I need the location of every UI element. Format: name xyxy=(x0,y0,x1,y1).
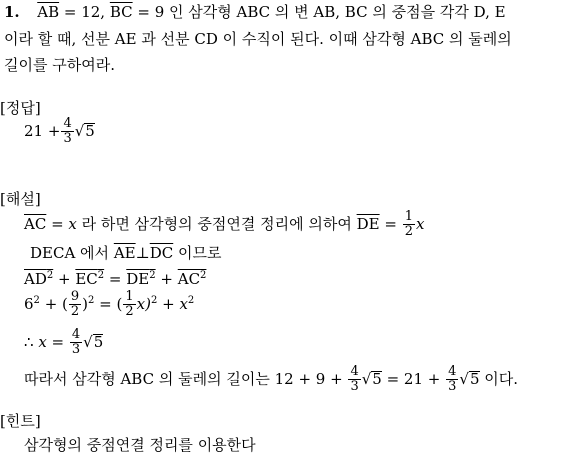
plus: + xyxy=(157,294,180,313)
problem-text: = 12, xyxy=(59,3,110,21)
solution-text: 라 하면 삼각형의 중점연결 정리에 의하여 xyxy=(76,214,357,233)
var-x-paren: x) xyxy=(136,294,151,313)
fraction-numerator: 4 xyxy=(350,364,359,379)
fraction-denominator: 3 xyxy=(448,378,457,394)
var-x: x xyxy=(179,294,188,313)
segment-ac-sq xyxy=(178,270,207,288)
problem-number: 1. xyxy=(4,3,20,21)
equals: = xyxy=(46,332,69,351)
segment-ac: $\overline{AC}$ xyxy=(24,214,47,233)
plus: + xyxy=(53,270,76,288)
sqrt-value: 5 xyxy=(469,370,480,389)
exponent: 2 xyxy=(88,294,95,306)
fraction-numerator: 4 xyxy=(448,364,457,379)
solution-heading: [해설] xyxy=(0,190,41,208)
fraction-four-thirds xyxy=(70,328,82,356)
fraction-denominator: 3 xyxy=(350,378,359,394)
segment-ad-sq xyxy=(24,270,53,288)
exponent: 2 xyxy=(33,294,40,306)
answer-heading: [정답] xyxy=(0,99,41,117)
fraction-numerator: 4 xyxy=(63,116,72,131)
equals: = xyxy=(46,214,69,233)
problem-text: = 9 인 삼각형 ABC 의 변 AB, BC 의 중점을 각각 D, E xyxy=(132,3,506,21)
sqrt-sign: √ xyxy=(74,121,85,140)
solution-line-1 xyxy=(24,210,424,238)
segment-bc: $\overline{BC}$ xyxy=(109,3,133,21)
var-x: x xyxy=(415,214,425,233)
solution-text: 따라서 삼각형 ABC 의 둘레의 길이는 12 + 9 + xyxy=(24,369,348,388)
exponent: 2 xyxy=(200,270,207,281)
fraction-numerator: 9 xyxy=(70,289,80,304)
fraction-half xyxy=(403,210,415,238)
perpendicular-symbol: ⊥ xyxy=(135,244,150,262)
x-paren-sq xyxy=(136,294,158,313)
exponent: 2 xyxy=(150,294,158,306)
x-sq xyxy=(179,294,195,313)
fraction-half xyxy=(123,290,135,318)
var-x: x xyxy=(38,332,47,351)
segment-ae: $\overline{AE}$ xyxy=(113,244,136,262)
sqrt-sign: √ xyxy=(83,332,93,351)
solution-line-3 xyxy=(24,272,206,287)
fraction-nine-half xyxy=(69,290,81,318)
fraction-four-thirds xyxy=(348,365,360,393)
paren-sq xyxy=(82,294,95,313)
equals: = xyxy=(379,214,402,233)
solution-line-4 xyxy=(24,290,194,318)
term-six-sq xyxy=(24,294,40,313)
solution-text: 이므로 xyxy=(173,244,222,262)
exponent: 2 xyxy=(187,294,195,306)
problem-line-2: 이라 할 때, 선분 AE 과 선분 CD 이 수직이 된다. 이때 삼각형 ABC 의 둘레의 xyxy=(4,30,512,48)
fraction-denominator: 2 xyxy=(70,303,80,319)
equals-text: = 21 + xyxy=(381,369,446,388)
fraction-denominator: 3 xyxy=(63,130,72,146)
fraction-denominator: 2 xyxy=(125,303,134,319)
segment-ec: EC xyxy=(75,270,98,288)
fraction-denominator: 3 xyxy=(71,341,81,357)
hint-heading: [힌트] xyxy=(0,412,41,430)
var-x: x xyxy=(68,214,77,233)
segment-dc: $\overline{DC}$ xyxy=(149,244,174,262)
sqrt-value: 5 xyxy=(372,370,382,389)
therefore-symbol: ∴ xyxy=(24,332,39,351)
segment-ec-sq xyxy=(75,270,104,288)
answer-value xyxy=(24,117,95,145)
segment-de-sq xyxy=(126,270,155,288)
fraction-four-thirds xyxy=(446,365,458,393)
problem-line-1 xyxy=(4,5,506,20)
solution-line-5 xyxy=(24,328,103,356)
sqrt-value: 5 xyxy=(85,122,95,141)
segment-ad: AD xyxy=(24,270,47,288)
number: 6 xyxy=(24,294,34,313)
paren: ) xyxy=(82,294,89,313)
sqrt-sign: √ xyxy=(459,369,469,388)
fraction-numerator: 1 xyxy=(125,289,134,304)
equals: = xyxy=(104,270,127,288)
solution-line-6 xyxy=(24,365,518,393)
sqrt-value: 5 xyxy=(93,333,104,352)
segment-de: DE xyxy=(126,270,150,288)
problem-line-3: 길이를 구하여라. xyxy=(4,56,115,74)
answer-lead: 21 + xyxy=(24,121,61,140)
answer-fraction xyxy=(61,117,73,145)
segment-de: $\overline{DE}$ xyxy=(356,214,380,233)
exponent: 2 xyxy=(149,270,156,281)
fraction-numerator: 1 xyxy=(404,209,413,224)
exponent: 2 xyxy=(97,270,105,281)
fraction-numerator: 4 xyxy=(71,327,81,342)
exponent: 2 xyxy=(46,270,54,281)
hint-text: 삼각형의 중점연결 정리를 이용한다 xyxy=(24,436,256,454)
solution-line-2 xyxy=(30,246,221,261)
segment-ab: $\overline{AB}$ xyxy=(37,3,60,21)
fraction-denominator: 2 xyxy=(404,223,413,239)
plus: + xyxy=(155,270,178,288)
segment-ac: AC xyxy=(177,270,201,288)
solution-text: DECA 에서 xyxy=(30,244,114,262)
equals-paren: = ( xyxy=(94,294,123,313)
plus-paren: + ( xyxy=(39,294,68,313)
solution-text: 이다. xyxy=(479,369,519,388)
sqrt-sign: √ xyxy=(361,369,372,388)
